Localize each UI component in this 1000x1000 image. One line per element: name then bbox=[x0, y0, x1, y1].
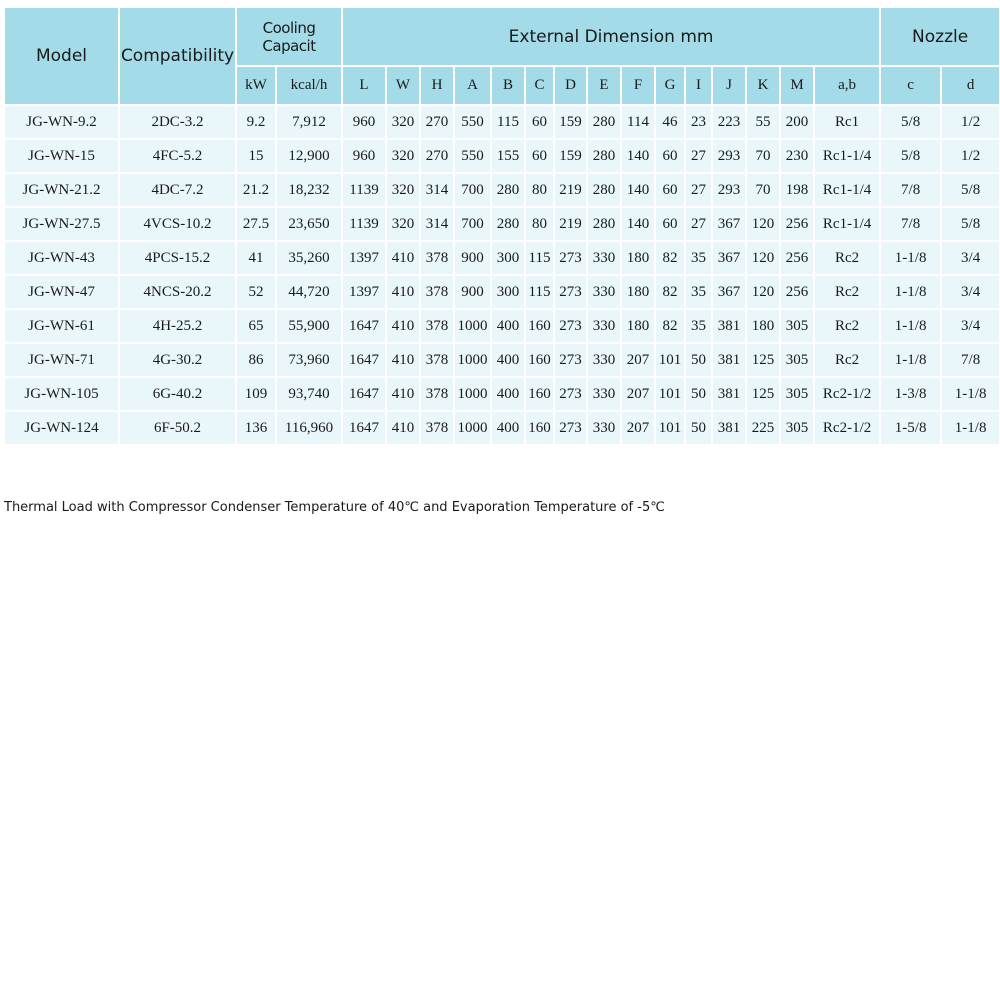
table-cell: JG-WN-9.2 bbox=[5, 106, 118, 138]
table-cell: Rc2 bbox=[815, 276, 879, 308]
table-cell: 1000 bbox=[455, 378, 490, 410]
table-cell: 101 bbox=[656, 344, 684, 376]
table-cell: 5/8 bbox=[942, 208, 999, 240]
table-cell: 207 bbox=[622, 344, 654, 376]
table-cell: 280 bbox=[492, 174, 524, 206]
table-cell: 410 bbox=[387, 412, 419, 444]
table-cell: 198 bbox=[781, 174, 813, 206]
table-cell: 125 bbox=[747, 378, 779, 410]
table-cell: 410 bbox=[387, 344, 419, 376]
table-cell: 7,912 bbox=[277, 106, 341, 138]
table-cell: Rc2 bbox=[815, 242, 879, 274]
table-cell: 273 bbox=[555, 412, 586, 444]
subheader-cell: L bbox=[343, 67, 385, 104]
table-cell: Rc2 bbox=[815, 344, 879, 376]
table-cell: 27 bbox=[686, 174, 711, 206]
spec-table bbox=[3, 6, 1000, 446]
table-cell: 330 bbox=[588, 412, 620, 444]
table-cell: 180 bbox=[622, 276, 654, 308]
table-cell: 115 bbox=[526, 242, 553, 274]
table-cell: 314 bbox=[421, 174, 453, 206]
table-cell: 550 bbox=[455, 106, 490, 138]
table-cell: 7/8 bbox=[881, 208, 940, 240]
header-external-dimension: External Dimension mm bbox=[343, 8, 879, 65]
table-cell: 273 bbox=[555, 310, 586, 342]
table-cell: 273 bbox=[555, 242, 586, 274]
table-cell: JG-WN-27.5 bbox=[5, 208, 118, 240]
table-cell: 293 bbox=[713, 174, 745, 206]
table-cell: 4FC-5.2 bbox=[120, 140, 235, 172]
table-cell: 410 bbox=[387, 310, 419, 342]
table-cell: 35,260 bbox=[277, 242, 341, 274]
table-cell: 60 bbox=[656, 140, 684, 172]
table-cell: 1000 bbox=[455, 412, 490, 444]
table-cell: 7/8 bbox=[881, 174, 940, 206]
table-cell: 125 bbox=[747, 344, 779, 376]
table-cell: 18,232 bbox=[277, 174, 341, 206]
table-cell: 256 bbox=[781, 208, 813, 240]
table-cell: 700 bbox=[455, 174, 490, 206]
table-cell: 378 bbox=[421, 378, 453, 410]
table-cell: 159 bbox=[555, 106, 586, 138]
subheader-cell: G bbox=[656, 67, 684, 104]
table-cell: 1647 bbox=[343, 412, 385, 444]
table-cell: 60 bbox=[656, 208, 684, 240]
table-cell: 5/8 bbox=[881, 140, 940, 172]
table-cell: 140 bbox=[622, 140, 654, 172]
table-cell: 46 bbox=[656, 106, 684, 138]
table-cell: 1-5/8 bbox=[881, 412, 940, 444]
table-cell: 80 bbox=[526, 174, 553, 206]
header-nozzle: Nozzle bbox=[881, 8, 999, 65]
table-cell: 256 bbox=[781, 242, 813, 274]
table-cell: 160 bbox=[526, 310, 553, 342]
table-cell: 60 bbox=[526, 106, 553, 138]
table-cell: 410 bbox=[387, 378, 419, 410]
table-cell: 367 bbox=[713, 276, 745, 308]
table-cell: 4PCS-15.2 bbox=[120, 242, 235, 274]
table-cell: 305 bbox=[781, 344, 813, 376]
table-cell: 6G-40.2 bbox=[120, 378, 235, 410]
table-cell: 378 bbox=[421, 242, 453, 274]
table-cell: 381 bbox=[713, 412, 745, 444]
table-cell: 2DC-3.2 bbox=[120, 106, 235, 138]
table-cell: 160 bbox=[526, 412, 553, 444]
table-cell: 400 bbox=[492, 344, 524, 376]
table-cell: 223 bbox=[713, 106, 745, 138]
table-cell: 6F-50.2 bbox=[120, 412, 235, 444]
table-row bbox=[5, 140, 999, 172]
table-cell: 52 bbox=[237, 276, 275, 308]
table-cell: 44,720 bbox=[277, 276, 341, 308]
table-cell: 140 bbox=[622, 174, 654, 206]
table-cell: 280 bbox=[588, 140, 620, 172]
table-cell: 4G-30.2 bbox=[120, 344, 235, 376]
table-cell: 256 bbox=[781, 276, 813, 308]
table-row bbox=[5, 174, 999, 206]
table-cell: 50 bbox=[686, 412, 711, 444]
header-row bbox=[5, 8, 999, 65]
table-cell: JG-WN-105 bbox=[5, 378, 118, 410]
table-cell: 82 bbox=[656, 310, 684, 342]
table-cell: 280 bbox=[588, 174, 620, 206]
table-cell: 270 bbox=[421, 106, 453, 138]
table-cell: 400 bbox=[492, 378, 524, 410]
table-cell: 960 bbox=[343, 140, 385, 172]
table-cell: Rc2 bbox=[815, 310, 879, 342]
table-cell: 120 bbox=[747, 242, 779, 274]
table-cell: 381 bbox=[713, 378, 745, 410]
table-cell: 900 bbox=[455, 276, 490, 308]
table-cell: 180 bbox=[747, 310, 779, 342]
table-cell: 273 bbox=[555, 378, 586, 410]
table-cell: 330 bbox=[588, 276, 620, 308]
table-cell: 200 bbox=[781, 106, 813, 138]
table-cell: 320 bbox=[387, 106, 419, 138]
table-cell: JG-WN-15 bbox=[5, 140, 118, 172]
table-cell: 280 bbox=[588, 208, 620, 240]
table-row bbox=[5, 412, 999, 444]
table-cell: 3/4 bbox=[942, 242, 999, 274]
table-row bbox=[5, 378, 999, 410]
table-cell: 82 bbox=[656, 276, 684, 308]
table-cell: 330 bbox=[588, 310, 620, 342]
table-cell: 82 bbox=[656, 242, 684, 274]
table-cell: 400 bbox=[492, 412, 524, 444]
table-cell: 65 bbox=[237, 310, 275, 342]
header-compatibility: Compatibility bbox=[120, 8, 235, 104]
table-cell: 23 bbox=[686, 106, 711, 138]
table-cell: 550 bbox=[455, 140, 490, 172]
table-cell: 12,900 bbox=[277, 140, 341, 172]
table-row bbox=[5, 276, 999, 308]
table-cell: 219 bbox=[555, 208, 586, 240]
table-cell: 155 bbox=[492, 140, 524, 172]
table-cell: 120 bbox=[747, 276, 779, 308]
table-cell: 300 bbox=[492, 276, 524, 308]
subheader-cell: B bbox=[492, 67, 524, 104]
table-cell: 400 bbox=[492, 310, 524, 342]
header-model: Model bbox=[5, 8, 118, 104]
table-cell: 314 bbox=[421, 208, 453, 240]
table-cell: 23,650 bbox=[277, 208, 341, 240]
subheader-cell: E bbox=[588, 67, 620, 104]
table-row bbox=[5, 344, 999, 376]
table-cell: 378 bbox=[421, 276, 453, 308]
table-cell: 1/2 bbox=[942, 106, 999, 138]
subheader-cell: H bbox=[421, 67, 453, 104]
table-cell: 1139 bbox=[343, 208, 385, 240]
table-cell: 330 bbox=[588, 242, 620, 274]
table-cell: 55 bbox=[747, 106, 779, 138]
table-cell: 367 bbox=[713, 208, 745, 240]
table-row bbox=[5, 208, 999, 240]
table-cell: 320 bbox=[387, 140, 419, 172]
table-cell: 50 bbox=[686, 378, 711, 410]
table-cell: 378 bbox=[421, 310, 453, 342]
table-cell: Rc2-1/2 bbox=[815, 412, 879, 444]
table-cell: 1647 bbox=[343, 344, 385, 376]
table-cell: 101 bbox=[656, 412, 684, 444]
table-cell: 1/2 bbox=[942, 140, 999, 172]
table-cell: 410 bbox=[387, 242, 419, 274]
table-cell: 4DC-7.2 bbox=[120, 174, 235, 206]
table-cell: 1-1/8 bbox=[942, 412, 999, 444]
table-cell: JG-WN-61 bbox=[5, 310, 118, 342]
subheader-cell: J bbox=[713, 67, 745, 104]
table-cell: 93,740 bbox=[277, 378, 341, 410]
table-cell: 55,900 bbox=[277, 310, 341, 342]
subheader-cell: C bbox=[526, 67, 553, 104]
table-cell: 330 bbox=[588, 344, 620, 376]
table-cell: 73,960 bbox=[277, 344, 341, 376]
table-cell: Rc1-1/4 bbox=[815, 208, 879, 240]
table-cell: JG-WN-43 bbox=[5, 242, 118, 274]
table-cell: 280 bbox=[492, 208, 524, 240]
table-cell: 320 bbox=[387, 208, 419, 240]
footnote: Thermal Load with Compressor Condenser Temperature of 40℃ and Evaporation Temperature of -5℃ bbox=[4, 500, 665, 515]
table-cell: 27 bbox=[686, 140, 711, 172]
header-cooling-capacity: Cooling Capacit bbox=[237, 8, 341, 65]
table-cell: 5/8 bbox=[942, 174, 999, 206]
table-cell: 219 bbox=[555, 174, 586, 206]
table-cell: 378 bbox=[421, 412, 453, 444]
table-cell: 378 bbox=[421, 344, 453, 376]
table-cell: 21.2 bbox=[237, 174, 275, 206]
table-cell: 60 bbox=[526, 140, 553, 172]
table-cell: 305 bbox=[781, 378, 813, 410]
table-cell: 1139 bbox=[343, 174, 385, 206]
subheader-cell: kW bbox=[237, 67, 275, 104]
table-cell: 230 bbox=[781, 140, 813, 172]
table-cell: 27 bbox=[686, 208, 711, 240]
table-cell: 41 bbox=[237, 242, 275, 274]
subheader-cell: M bbox=[781, 67, 813, 104]
subheader-cell: d bbox=[942, 67, 999, 104]
table-cell: JG-WN-71 bbox=[5, 344, 118, 376]
table-cell: 1397 bbox=[343, 276, 385, 308]
subheader-cell: F bbox=[622, 67, 654, 104]
table-cell: 101 bbox=[656, 378, 684, 410]
table-cell: 70 bbox=[747, 174, 779, 206]
table-row bbox=[5, 242, 999, 274]
table-cell: 320 bbox=[387, 174, 419, 206]
table-row bbox=[5, 310, 999, 342]
table-cell: 1-1/8 bbox=[881, 344, 940, 376]
table-cell: 180 bbox=[622, 242, 654, 274]
table-cell: 60 bbox=[656, 174, 684, 206]
table-cell: 367 bbox=[713, 242, 745, 274]
table-cell: 1-1/8 bbox=[881, 276, 940, 308]
table-cell: JG-WN-21.2 bbox=[5, 174, 118, 206]
table-cell: 4H-25.2 bbox=[120, 310, 235, 342]
table-cell: 1647 bbox=[343, 310, 385, 342]
table-cell: 273 bbox=[555, 344, 586, 376]
table-cell: Rc2-1/2 bbox=[815, 378, 879, 410]
table-cell: 1-1/8 bbox=[881, 242, 940, 274]
table-cell: 207 bbox=[622, 412, 654, 444]
table-cell: 27.5 bbox=[237, 208, 275, 240]
table-cell: 15 bbox=[237, 140, 275, 172]
table-cell: 330 bbox=[588, 378, 620, 410]
table-cell: 140 bbox=[622, 208, 654, 240]
table-cell: 35 bbox=[686, 242, 711, 274]
table-cell: 86 bbox=[237, 344, 275, 376]
subheader-cell: kcal/h bbox=[277, 67, 341, 104]
table-cell: 5/8 bbox=[881, 106, 940, 138]
subheader-cell: c bbox=[881, 67, 940, 104]
table-cell: 180 bbox=[622, 310, 654, 342]
table-cell: 305 bbox=[781, 412, 813, 444]
table-cell: Rc1 bbox=[815, 106, 879, 138]
table-cell: 305 bbox=[781, 310, 813, 342]
table-cell: 115 bbox=[492, 106, 524, 138]
table-cell: 159 bbox=[555, 140, 586, 172]
table-cell: 160 bbox=[526, 344, 553, 376]
subheader-cell: D bbox=[555, 67, 586, 104]
subheader-cell: W bbox=[387, 67, 419, 104]
table-cell: 9.2 bbox=[237, 106, 275, 138]
table-cell: 35 bbox=[686, 276, 711, 308]
table-cell: 900 bbox=[455, 242, 490, 274]
table-cell: 80 bbox=[526, 208, 553, 240]
table-cell: Rc1-1/4 bbox=[815, 140, 879, 172]
table-cell: 280 bbox=[588, 106, 620, 138]
table-cell: 225 bbox=[747, 412, 779, 444]
table-cell: 293 bbox=[713, 140, 745, 172]
table-cell: 1000 bbox=[455, 344, 490, 376]
table-cell: 160 bbox=[526, 378, 553, 410]
table-cell: 70 bbox=[747, 140, 779, 172]
table-cell: 136 bbox=[237, 412, 275, 444]
table-cell: Rc1-1/4 bbox=[815, 174, 879, 206]
table-cell: 1-1/8 bbox=[881, 310, 940, 342]
subheader-cell: A bbox=[455, 67, 490, 104]
table-cell: 116,960 bbox=[277, 412, 341, 444]
table-cell: JG-WN-124 bbox=[5, 412, 118, 444]
table-cell: 273 bbox=[555, 276, 586, 308]
table-cell: 1397 bbox=[343, 242, 385, 274]
table-cell: 700 bbox=[455, 208, 490, 240]
table-cell: 381 bbox=[713, 310, 745, 342]
table-cell: 1-1/8 bbox=[942, 378, 999, 410]
table-cell: 115 bbox=[526, 276, 553, 308]
table-row bbox=[5, 106, 999, 138]
table-cell: 207 bbox=[622, 378, 654, 410]
table-cell: 120 bbox=[747, 208, 779, 240]
table-cell: 300 bbox=[492, 242, 524, 274]
table-body bbox=[5, 106, 999, 444]
subheader-cell: a,b bbox=[815, 67, 879, 104]
table-cell: 50 bbox=[686, 344, 711, 376]
table-cell: 4NCS-20.2 bbox=[120, 276, 235, 308]
table-cell: JG-WN-47 bbox=[5, 276, 118, 308]
table-cell: 7/8 bbox=[942, 344, 999, 376]
table-cell: 35 bbox=[686, 310, 711, 342]
table-cell: 1647 bbox=[343, 378, 385, 410]
table-cell: 1000 bbox=[455, 310, 490, 342]
table-cell: 1-3/8 bbox=[881, 378, 940, 410]
table-cell: 3/4 bbox=[942, 276, 999, 308]
table-cell: 3/4 bbox=[942, 310, 999, 342]
table-cell: 109 bbox=[237, 378, 275, 410]
table-cell: 4VCS-10.2 bbox=[120, 208, 235, 240]
table-cell: 381 bbox=[713, 344, 745, 376]
table-cell: 114 bbox=[622, 106, 654, 138]
table-cell: 270 bbox=[421, 140, 453, 172]
subheader-cell: I bbox=[686, 67, 711, 104]
subheader-cell: K bbox=[747, 67, 779, 104]
table-cell: 960 bbox=[343, 106, 385, 138]
table-cell: 410 bbox=[387, 276, 419, 308]
